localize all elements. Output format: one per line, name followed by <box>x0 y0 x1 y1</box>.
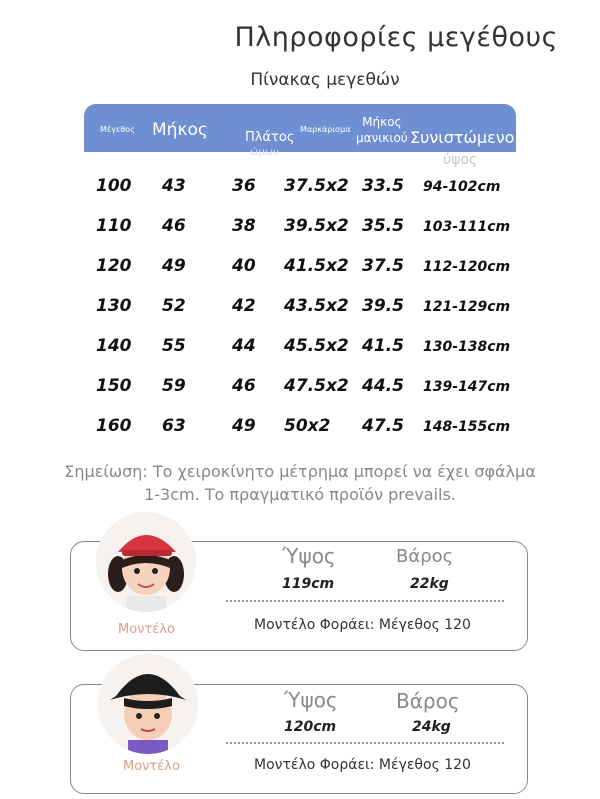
cell-width: 38 <box>232 216 256 236</box>
cell-height: 139-147cm <box>423 379 511 395</box>
cell-length: 46 <box>162 216 186 236</box>
model-photo-girl <box>96 512 196 612</box>
cell-sleeve: 39.5 <box>362 296 404 316</box>
cell-chest: 41.5x2 <box>284 256 349 276</box>
cell-size: 150 <box>96 376 132 396</box>
cell-height: 94-102cm <box>423 179 501 195</box>
model-height-value: 120cm <box>284 719 337 735</box>
page-title: Πληροφορίες μεγέθους <box>234 22 558 53</box>
cell-sleeve: 41.5 <box>362 336 404 356</box>
model-height-value: 119cm <box>282 576 335 592</box>
table-row <box>0 176 600 216</box>
measurement-note <box>0 460 600 506</box>
note-line-1: Σημείωση: Το χειροκίνητο μέτρημα μπορεί να έχει σφάλμα <box>64 462 536 481</box>
cell-length: 55 <box>162 336 186 356</box>
header-size: Μέγεθος <box>100 125 135 134</box>
cell-size: 160 <box>96 416 132 436</box>
cell-size: 100 <box>96 176 132 196</box>
table-row <box>0 416 600 456</box>
table-subtitle: Πίνακας μεγεθών <box>250 70 400 90</box>
cell-chest: 50x2 <box>284 416 331 436</box>
table-row <box>0 376 600 416</box>
cell-width: 42 <box>232 296 256 316</box>
cell-length: 49 <box>162 256 186 276</box>
cell-height: 103-111cm <box>423 219 511 235</box>
header-width: Πλάτος <box>245 130 295 145</box>
weight-label: Βάρος <box>396 689 460 713</box>
height-label: Ύψος <box>284 688 338 712</box>
cell-width: 36 <box>232 176 256 196</box>
table-row <box>0 296 600 336</box>
girl-avatar-icon <box>96 512 196 612</box>
cell-size: 110 <box>96 216 132 236</box>
weight-label: Βάρος <box>396 546 454 567</box>
model-weight-value: 22kg <box>410 576 449 592</box>
cell-chest: 37.5x2 <box>284 176 349 196</box>
cell-height: 112-120cm <box>423 259 511 275</box>
model-label: Μοντέλο <box>118 622 175 637</box>
cell-height: 130-138cm <box>423 339 511 355</box>
cell-chest: 47.5x2 <box>284 376 349 396</box>
cell-height: 121-129cm <box>423 299 511 315</box>
table-row <box>0 336 600 376</box>
model-weight-value: 24kg <box>412 719 451 735</box>
note-line-2: 1-3cm. Το πραγματικό προϊόν prevails. <box>144 485 456 504</box>
cell-width: 46 <box>232 376 256 396</box>
cell-sleeve: 44.5 <box>362 376 404 396</box>
model-photo-boy <box>98 654 198 754</box>
header-chest: Μαρκάρισμα <box>300 125 351 134</box>
cell-sleeve: 37.5 <box>362 256 404 276</box>
cell-width: 44 <box>232 336 256 356</box>
table-row <box>0 216 600 256</box>
header-recommended-sub: ύψος <box>443 152 478 168</box>
cell-length: 63 <box>162 416 186 436</box>
cell-chest: 45.5x2 <box>284 336 349 356</box>
cell-size: 140 <box>96 336 132 356</box>
size-table-body <box>0 176 600 456</box>
table-row <box>0 256 600 296</box>
dotted-divider <box>226 742 504 744</box>
cell-sleeve: 35.5 <box>362 216 404 236</box>
cell-width: 49 <box>232 416 256 436</box>
header-length: Μήκος <box>152 120 208 140</box>
cell-length: 59 <box>162 376 186 396</box>
cell-size: 120 <box>96 256 132 276</box>
dotted-divider <box>226 600 504 602</box>
height-label: Ύψος <box>282 544 336 568</box>
cell-length: 43 <box>162 176 186 196</box>
cell-length: 52 <box>162 296 186 316</box>
header-width-sub: ώμων <box>250 147 279 158</box>
cell-size: 130 <box>96 296 132 316</box>
cell-width: 40 <box>232 256 256 276</box>
header-sleeve <box>356 114 408 146</box>
boy-avatar-icon <box>98 654 198 754</box>
header-sleeve-line1: Μήκος <box>362 115 402 129</box>
model-wearing-text: Μοντέλο Φοράει: Μέγεθος 120 <box>254 617 471 633</box>
cell-sleeve: 47.5 <box>362 416 404 436</box>
model-wearing-text: Μοντέλο Φοράει: Μέγεθος 120 <box>254 757 471 773</box>
cell-height: 148-155cm <box>423 419 511 435</box>
cell-chest: 43.5x2 <box>284 296 349 316</box>
cell-sleeve: 33.5 <box>362 176 404 196</box>
model-label: Μοντέλο <box>123 759 180 774</box>
cell-chest: 39.5x2 <box>284 216 349 236</box>
header-sleeve-line2: μανικιού <box>356 131 408 145</box>
header-recommended: Συνιστώμενο <box>410 128 515 147</box>
